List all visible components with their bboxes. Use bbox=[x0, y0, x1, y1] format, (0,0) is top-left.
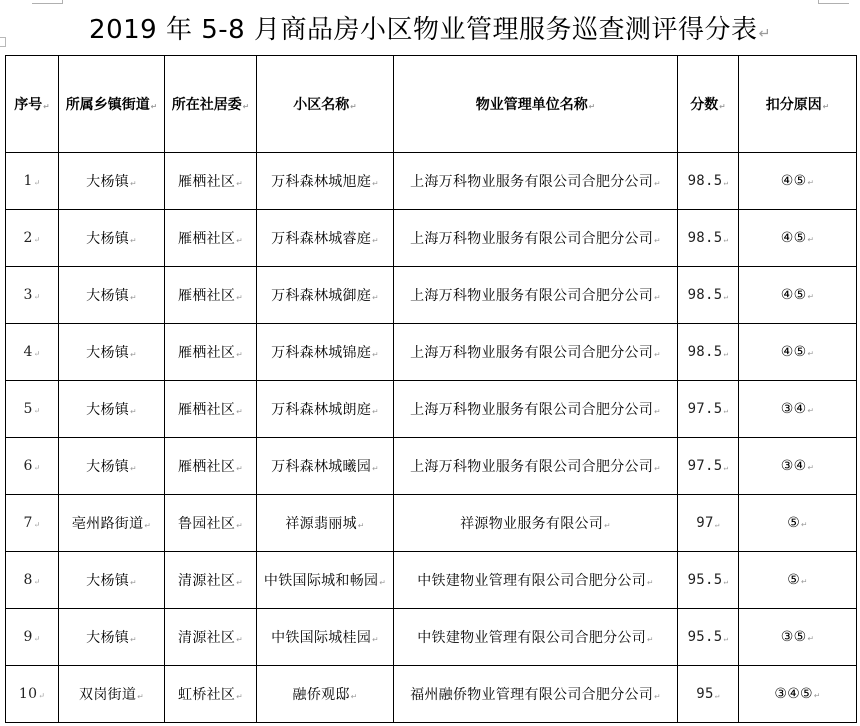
paragraph-mark-icon: ↵ bbox=[588, 102, 596, 111]
header-label: 序号 bbox=[14, 97, 43, 113]
cell-community[interactable] bbox=[165, 495, 257, 552]
paragraph-mark-icon: ↵ bbox=[33, 577, 41, 586]
cell-no[interactable] bbox=[6, 609, 59, 666]
header-cell-company[interactable] bbox=[394, 56, 678, 153]
paragraph-mark-icon: ↵ bbox=[236, 293, 243, 302]
paragraph-mark-icon: ↵ bbox=[33, 463, 41, 472]
cell-value: 大杨镇 bbox=[86, 630, 130, 646]
cell-estate[interactable] bbox=[257, 153, 394, 210]
cell-reason[interactable] bbox=[739, 438, 857, 495]
header-cell-score[interactable] bbox=[678, 56, 739, 153]
header-cell-no[interactable] bbox=[6, 56, 59, 153]
paragraph-mark-icon: ↵ bbox=[801, 520, 808, 529]
cell-value: 大杨镇 bbox=[86, 345, 130, 361]
cell-estate[interactable] bbox=[257, 210, 394, 267]
cell-score[interactable] bbox=[678, 210, 739, 267]
cell-value: 大杨镇 bbox=[86, 459, 130, 475]
paragraph-mark-icon: ↵ bbox=[130, 236, 137, 245]
cell-value: 4 bbox=[23, 344, 33, 360]
cell-value: ④⑤ bbox=[780, 344, 807, 360]
cell-community[interactable] bbox=[165, 267, 257, 324]
header-label: 所在社居委 bbox=[171, 97, 242, 113]
paragraph-mark-icon: ↵ bbox=[144, 521, 152, 530]
paragraph-mark-icon: ↵ bbox=[758, 26, 771, 42]
paragraph-mark-icon: ↵ bbox=[137, 692, 144, 701]
paragraph-mark-icon: ↵ bbox=[236, 464, 243, 473]
cell-community[interactable] bbox=[165, 609, 257, 666]
cell-value: 9 bbox=[23, 629, 33, 645]
paragraph-mark-icon: ↵ bbox=[130, 293, 137, 302]
cell-company[interactable] bbox=[394, 267, 678, 324]
cell-value: ③⑤ bbox=[780, 629, 807, 645]
cell-score[interactable] bbox=[678, 609, 739, 666]
cell-value: 95 bbox=[696, 686, 714, 702]
cell-value: 万科森林城御庭 bbox=[271, 288, 372, 304]
cell-value: 祥源物业服务有限公司 bbox=[460, 516, 604, 532]
paragraph-mark-icon: ↵ bbox=[807, 406, 815, 415]
cell-value: 中铁建物业管理有限公司合肥分公司 bbox=[417, 630, 647, 646]
paragraph-mark-icon: ↵ bbox=[236, 407, 243, 416]
paragraph-mark-icon: ↵ bbox=[372, 350, 379, 359]
paragraph-mark-icon: ↵ bbox=[236, 692, 243, 701]
cell-value: ④⑤ bbox=[780, 173, 807, 189]
cell-estate[interactable] bbox=[257, 438, 394, 495]
cell-no[interactable] bbox=[6, 495, 59, 552]
cell-town[interactable] bbox=[59, 324, 165, 381]
cell-no[interactable] bbox=[6, 153, 59, 210]
paragraph-mark-icon: ↵ bbox=[719, 102, 726, 111]
paragraph-mark-icon: ↵ bbox=[714, 520, 720, 529]
cell-value: 雁栖社区 bbox=[178, 231, 236, 247]
cell-reason[interactable] bbox=[739, 267, 857, 324]
paragraph-mark-icon: ↵ bbox=[654, 179, 661, 188]
cell-value: 虹桥社区 bbox=[178, 687, 236, 703]
cell-town[interactable] bbox=[59, 609, 165, 666]
cell-value: 鲁园社区 bbox=[178, 516, 236, 532]
cell-value: 1 bbox=[23, 173, 33, 189]
paragraph-mark-icon: ↵ bbox=[647, 578, 654, 587]
cell-value: 大杨镇 bbox=[86, 288, 130, 304]
cell-value: 万科森林城旭庭 bbox=[271, 174, 372, 190]
paragraph-mark-icon: ↵ bbox=[723, 577, 729, 586]
paragraph-mark-icon: ↵ bbox=[723, 349, 729, 358]
cell-value: 大杨镇 bbox=[86, 174, 130, 190]
cell-value: 融侨观邸 bbox=[292, 687, 350, 703]
cell-value: ⑤ bbox=[787, 515, 801, 531]
cell-score[interactable] bbox=[678, 153, 739, 210]
cell-reason[interactable] bbox=[739, 381, 857, 438]
paragraph-mark-icon: ↵ bbox=[654, 293, 661, 302]
paragraph-mark-icon: ↵ bbox=[33, 520, 41, 529]
page-margin-corner-mark bbox=[818, 0, 849, 4]
table-row bbox=[6, 666, 857, 723]
cell-value: ③④ bbox=[780, 458, 807, 474]
cell-no[interactable] bbox=[6, 666, 59, 723]
cell-score[interactable] bbox=[678, 495, 739, 552]
table-row bbox=[6, 552, 857, 609]
header-cell-town[interactable] bbox=[59, 56, 165, 153]
cell-value: 97.5 bbox=[687, 401, 723, 417]
cell-community[interactable] bbox=[165, 210, 257, 267]
cell-value: 万科森林城朗庭 bbox=[271, 402, 372, 418]
cell-value: ④⑤ bbox=[780, 287, 807, 303]
cell-score[interactable] bbox=[678, 267, 739, 324]
cell-value: 雁栖社区 bbox=[178, 345, 236, 361]
cell-value: 亳州路街道 bbox=[71, 516, 144, 532]
table-header-row bbox=[6, 56, 857, 153]
cell-value: 98.5 bbox=[687, 230, 723, 246]
cell-value: 98.5 bbox=[687, 287, 723, 303]
cell-value: 上海万科物业服务有限公司合肥分公司 bbox=[410, 345, 654, 361]
cell-community[interactable] bbox=[165, 381, 257, 438]
paragraph-mark-icon: ↵ bbox=[150, 102, 158, 111]
cell-value: 7 bbox=[23, 515, 33, 531]
cell-score[interactable] bbox=[678, 324, 739, 381]
cell-estate[interactable] bbox=[257, 609, 394, 666]
cell-estate[interactable] bbox=[257, 552, 394, 609]
paragraph-mark-icon: ↵ bbox=[807, 634, 815, 643]
cell-value: ③④ bbox=[780, 401, 807, 417]
cell-company[interactable] bbox=[394, 438, 678, 495]
cell-value: ④⑤ bbox=[780, 230, 807, 246]
cell-value: 98.5 bbox=[687, 344, 723, 360]
cell-company[interactable] bbox=[394, 666, 678, 723]
cell-value: 清源社区 bbox=[178, 573, 236, 589]
paragraph-mark-icon: ↵ bbox=[654, 692, 661, 701]
table-row bbox=[6, 495, 857, 552]
paragraph-mark-icon: ↵ bbox=[372, 635, 379, 644]
page-margin-corner-mark bbox=[32, 0, 63, 4]
score-table bbox=[5, 55, 857, 723]
paragraph-mark-icon: ↵ bbox=[723, 634, 729, 643]
cell-value: 大杨镇 bbox=[86, 402, 130, 418]
table-row bbox=[6, 609, 857, 666]
cell-estate[interactable] bbox=[257, 495, 394, 552]
cell-value: ③④⑤ bbox=[774, 686, 813, 702]
paragraph-mark-icon: ↵ bbox=[130, 635, 137, 644]
paragraph-mark-icon: ↵ bbox=[242, 102, 250, 111]
cell-no[interactable] bbox=[6, 381, 59, 438]
header-cell-reason[interactable] bbox=[739, 56, 857, 153]
paragraph-mark-icon: ↵ bbox=[38, 691, 46, 700]
paragraph-mark-icon: ↵ bbox=[236, 179, 243, 188]
cell-community[interactable] bbox=[165, 324, 257, 381]
cell-estate[interactable] bbox=[257, 324, 394, 381]
cell-value: 中铁国际城和畅园 bbox=[263, 573, 379, 589]
cell-value: 95.5 bbox=[687, 629, 723, 645]
cell-value: 雁栖社区 bbox=[178, 402, 236, 418]
cell-value: 大杨镇 bbox=[86, 573, 130, 589]
cell-estate[interactable] bbox=[257, 267, 394, 324]
paragraph-mark-icon: ↵ bbox=[807, 463, 815, 472]
paragraph-mark-icon: ↵ bbox=[236, 635, 243, 644]
paragraph-mark-icon: ↵ bbox=[130, 179, 137, 188]
paragraph-mark-icon: ↵ bbox=[350, 692, 358, 701]
cell-no[interactable] bbox=[6, 552, 59, 609]
paragraph-mark-icon: ↵ bbox=[130, 464, 137, 473]
document-title bbox=[0, 10, 860, 54]
cell-reason[interactable] bbox=[739, 609, 857, 666]
paragraph-mark-icon: ↵ bbox=[807, 349, 815, 358]
paragraph-mark-icon: ↵ bbox=[236, 236, 243, 245]
cell-reason[interactable] bbox=[739, 666, 857, 723]
paragraph-mark-icon: ↵ bbox=[130, 407, 137, 416]
cell-value: 95.5 bbox=[687, 572, 723, 588]
cell-company[interactable] bbox=[394, 153, 678, 210]
paragraph-mark-icon: ↵ bbox=[33, 634, 41, 643]
cell-value: 上海万科物业服务有限公司合肥分公司 bbox=[410, 174, 654, 190]
paragraph-mark-icon: ↵ bbox=[723, 292, 729, 301]
cell-value: 大杨镇 bbox=[86, 231, 130, 247]
cell-no[interactable] bbox=[6, 438, 59, 495]
cell-town[interactable] bbox=[59, 153, 165, 210]
cell-community[interactable] bbox=[165, 438, 257, 495]
cell-value: 8 bbox=[23, 572, 33, 588]
cell-company[interactable] bbox=[394, 609, 678, 666]
paragraph-mark-icon: ↵ bbox=[822, 102, 830, 111]
cell-company[interactable] bbox=[394, 495, 678, 552]
cell-value: 万科森林城曦园 bbox=[271, 459, 372, 475]
paragraph-mark-icon: ↵ bbox=[33, 235, 41, 244]
paragraph-mark-icon: ↵ bbox=[807, 292, 815, 301]
cell-value: 98.5 bbox=[687, 173, 723, 189]
cell-company[interactable] bbox=[394, 381, 678, 438]
cell-value: 97.5 bbox=[687, 458, 723, 474]
cell-town[interactable] bbox=[59, 438, 165, 495]
paragraph-mark-icon: ↵ bbox=[372, 464, 379, 473]
cell-value: 2 bbox=[23, 230, 33, 246]
cell-value: 祥源翡丽城 bbox=[285, 516, 357, 532]
paragraph-mark-icon: ↵ bbox=[372, 407, 379, 416]
cell-value: 3 bbox=[23, 287, 33, 303]
cell-estate[interactable] bbox=[257, 381, 394, 438]
paragraph-mark-icon: ↵ bbox=[813, 691, 821, 700]
cell-score[interactable] bbox=[678, 438, 739, 495]
header-cell-estate[interactable] bbox=[257, 56, 394, 153]
cell-town[interactable] bbox=[59, 210, 165, 267]
cell-community[interactable] bbox=[165, 666, 257, 723]
paragraph-mark-icon: ↵ bbox=[654, 236, 661, 245]
cell-value: 10 bbox=[18, 686, 38, 702]
paragraph-mark-icon: ↵ bbox=[801, 577, 808, 586]
cell-value: 97 bbox=[696, 515, 714, 531]
cell-value: 5 bbox=[23, 401, 33, 417]
cell-value: 福州融侨物业管理有限公司合肥分公司 bbox=[410, 687, 654, 703]
table-row bbox=[6, 438, 857, 495]
header-cell-community[interactable] bbox=[165, 56, 257, 153]
table-row bbox=[6, 381, 857, 438]
cell-score[interactable] bbox=[678, 666, 739, 723]
cell-value: 中铁国际城桂园 bbox=[271, 630, 372, 646]
paragraph-mark-icon: ↵ bbox=[357, 521, 365, 530]
table-row bbox=[6, 210, 857, 267]
paragraph-mark-icon: ↵ bbox=[807, 178, 815, 187]
cell-reason[interactable] bbox=[739, 495, 857, 552]
cell-reason[interactable] bbox=[739, 210, 857, 267]
cell-estate[interactable] bbox=[257, 666, 394, 723]
table-body bbox=[6, 153, 857, 723]
cell-value: 雁栖社区 bbox=[178, 459, 236, 475]
paragraph-mark-icon: ↵ bbox=[604, 521, 611, 530]
cell-community[interactable] bbox=[165, 153, 257, 210]
paragraph-mark-icon: ↵ bbox=[236, 350, 243, 359]
table-row bbox=[6, 324, 857, 381]
header-label: 所属乡镇街道 bbox=[65, 97, 150, 113]
cell-value: 上海万科物业服务有限公司合肥分公司 bbox=[410, 459, 654, 475]
cell-value: 中铁建物业管理有限公司合肥分公司 bbox=[417, 573, 647, 589]
cell-no[interactable] bbox=[6, 210, 59, 267]
paragraph-mark-icon: ↵ bbox=[236, 578, 243, 587]
paragraph-mark-icon: ↵ bbox=[723, 235, 729, 244]
cell-town[interactable] bbox=[59, 666, 165, 723]
cell-value: 雁栖社区 bbox=[178, 174, 236, 190]
paragraph-mark-icon: ↵ bbox=[807, 235, 815, 244]
paragraph-mark-icon: ↵ bbox=[33, 178, 41, 187]
cell-community[interactable] bbox=[165, 552, 257, 609]
cell-town[interactable] bbox=[59, 495, 165, 552]
paragraph-mark-icon: ↵ bbox=[723, 178, 729, 187]
paragraph-mark-icon: ↵ bbox=[33, 406, 41, 415]
cell-reason[interactable] bbox=[739, 153, 857, 210]
cell-no[interactable] bbox=[6, 267, 59, 324]
paragraph-mark-icon: ↵ bbox=[372, 236, 379, 245]
cell-score[interactable] bbox=[678, 381, 739, 438]
paragraph-mark-icon: ↵ bbox=[372, 179, 379, 188]
cell-value: 雁栖社区 bbox=[178, 288, 236, 304]
cell-town[interactable] bbox=[59, 267, 165, 324]
cell-value: 6 bbox=[23, 458, 33, 474]
cell-town[interactable] bbox=[59, 552, 165, 609]
cell-value: 上海万科物业服务有限公司合肥分公司 bbox=[410, 402, 654, 418]
cell-value: 清源社区 bbox=[178, 630, 236, 646]
paragraph-mark-icon: ↵ bbox=[714, 691, 720, 700]
cell-value: 双岗街道 bbox=[79, 687, 137, 703]
paragraph-mark-icon: ↵ bbox=[33, 292, 41, 301]
paragraph-mark-icon: ↵ bbox=[33, 349, 41, 358]
cell-value: 上海万科物业服务有限公司合肥分公司 bbox=[410, 288, 654, 304]
paragraph-mark-icon: ↵ bbox=[723, 406, 729, 415]
paragraph-mark-icon: ↵ bbox=[654, 350, 661, 359]
header-label: 分数 bbox=[690, 97, 719, 113]
paragraph-mark-icon: ↵ bbox=[43, 102, 50, 111]
header-label: 扣分原因 bbox=[765, 97, 822, 113]
paragraph-mark-icon: ↵ bbox=[350, 102, 357, 111]
cell-no[interactable] bbox=[6, 324, 59, 381]
header-label: 小区名称 bbox=[293, 97, 350, 113]
table-row bbox=[6, 267, 857, 324]
paragraph-mark-icon: ↵ bbox=[723, 463, 729, 472]
cell-score[interactable] bbox=[678, 552, 739, 609]
paragraph-mark-icon: ↵ bbox=[372, 293, 379, 302]
document-title-text: 2019 年 5-8 月商品房小区物业管理服务巡查测评得分表 bbox=[89, 15, 758, 45]
paragraph-mark-icon: ↵ bbox=[647, 635, 654, 644]
paragraph-mark-icon: ↵ bbox=[130, 350, 137, 359]
cell-company[interactable] bbox=[394, 552, 678, 609]
paragraph-mark-icon: ↵ bbox=[654, 464, 661, 473]
header-label: 物业管理单位名称 bbox=[475, 97, 588, 113]
cell-value: 上海万科物业服务有限公司合肥分公司 bbox=[410, 231, 654, 247]
cell-reason[interactable] bbox=[739, 552, 857, 609]
paragraph-mark-icon: ↵ bbox=[379, 578, 387, 587]
cell-town[interactable] bbox=[59, 381, 165, 438]
cell-value: ⑤ bbox=[787, 572, 801, 588]
cell-reason[interactable] bbox=[739, 324, 857, 381]
cell-value: 万科森林城睿庭 bbox=[271, 231, 372, 247]
paragraph-mark-icon: ↵ bbox=[130, 578, 137, 587]
cell-value: 万科森林城锦庭 bbox=[271, 345, 372, 361]
table-row bbox=[6, 153, 857, 210]
paragraph-mark-icon: ↵ bbox=[654, 407, 661, 416]
cell-company[interactable] bbox=[394, 324, 678, 381]
paragraph-mark-icon: ↵ bbox=[236, 521, 243, 530]
cell-company[interactable] bbox=[394, 210, 678, 267]
